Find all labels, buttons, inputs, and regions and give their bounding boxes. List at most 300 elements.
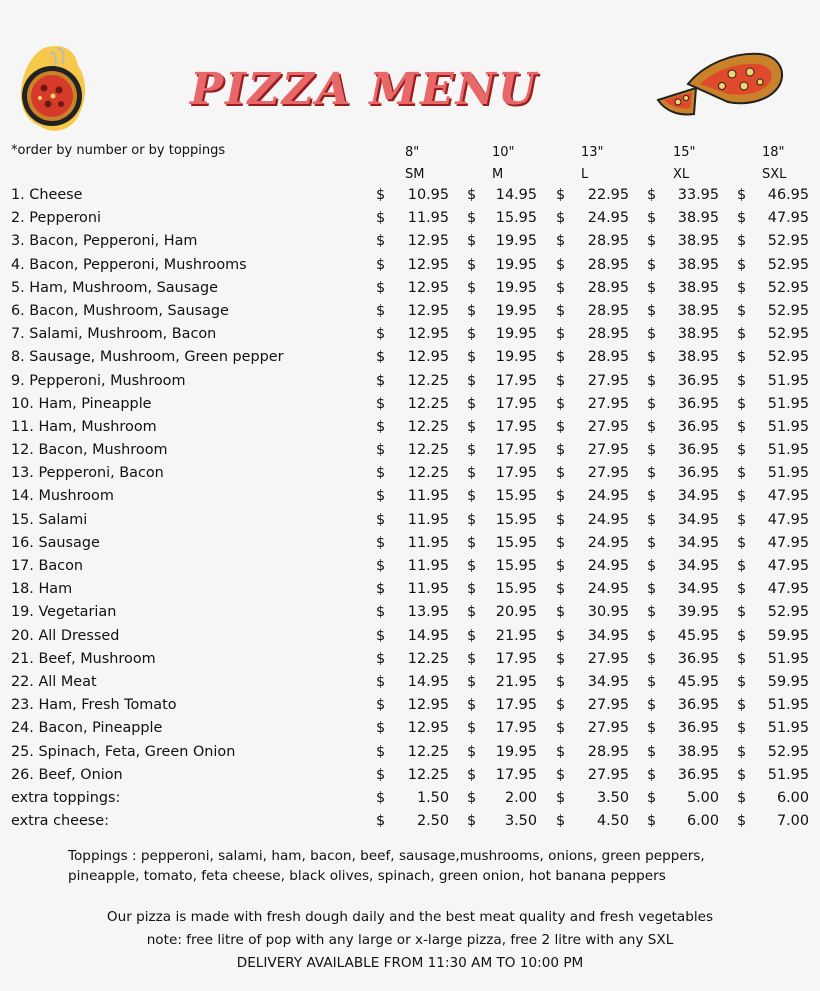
footer-delivery-note: DELIVERY AVAILABLE FROM 11:30 AM TO 10:00 PM — [236, 955, 584, 971]
table-row — [0, 393, 820, 416]
price-cell: 34.95 — [587, 627, 629, 644]
currency-symbol: $ — [647, 604, 657, 621]
currency-symbol: $ — [376, 627, 386, 644]
price-cell: 11.95 — [407, 534, 449, 551]
currency-symbol: $ — [647, 697, 657, 714]
table-row — [0, 184, 820, 207]
price-cell: 36.95 — [677, 766, 719, 783]
toppings-line: Toppings : pepperoni, salami, ham, bacon, beef, sausage,mushrooms, onions, green peppers, — [68, 848, 705, 864]
currency-symbol: $ — [467, 581, 477, 598]
table-row — [0, 764, 820, 787]
price-cell: 3.50 — [596, 789, 629, 806]
price-cell: 17.95 — [495, 720, 537, 737]
price-cell: 11.95 — [407, 581, 449, 598]
currency-symbol: $ — [647, 256, 657, 273]
currency-symbol: $ — [376, 581, 386, 598]
size-header-m — [492, 142, 515, 186]
currency-symbol: $ — [467, 233, 477, 250]
price-cell: 36.95 — [677, 442, 719, 459]
currency-symbol: $ — [467, 697, 477, 714]
price-cell: 51.95 — [767, 650, 809, 667]
price-cell: 17.95 — [495, 465, 537, 482]
price-cell: 38.95 — [677, 349, 719, 366]
currency-symbol: $ — [556, 395, 566, 412]
table-row — [0, 254, 820, 277]
item-name: 17. Bacon — [11, 558, 83, 574]
price-cell: 27.95 — [587, 720, 629, 737]
price-cell: 2.50 — [416, 813, 449, 830]
price-cell: 17.95 — [495, 395, 537, 412]
currency-symbol: $ — [647, 442, 657, 459]
currency-symbol: $ — [737, 558, 747, 574]
currency-symbol: $ — [737, 326, 747, 343]
price-cell: 38.95 — [677, 279, 719, 296]
price-cell: 20.95 — [495, 604, 537, 621]
currency-symbol: $ — [647, 789, 657, 806]
currency-symbol: $ — [737, 604, 747, 621]
price-cell: 27.95 — [587, 465, 629, 482]
price-cell: 51.95 — [767, 372, 809, 389]
currency-symbol: $ — [647, 743, 657, 760]
price-cell: 19.95 — [495, 743, 537, 760]
price-cell: 34.95 — [677, 488, 719, 505]
price-cell: 19.95 — [495, 279, 537, 296]
currency-symbol: $ — [647, 558, 657, 574]
price-cell: 38.95 — [677, 233, 719, 250]
price-cell: 47.95 — [767, 210, 809, 227]
price-cell: 34.95 — [677, 581, 719, 598]
currency-symbol: $ — [737, 697, 747, 714]
currency-symbol: $ — [467, 604, 477, 621]
size-inch: 8" — [405, 145, 420, 160]
price-cell: 24.95 — [587, 581, 629, 598]
currency-symbol: $ — [467, 650, 477, 667]
price-cell: 3.50 — [504, 813, 537, 830]
price-cell: 19.95 — [495, 302, 537, 319]
pizza-plate-icon — [14, 40, 94, 138]
price-cell: 33.95 — [677, 187, 719, 203]
price-cell: 47.95 — [767, 488, 809, 505]
currency-symbol: $ — [376, 789, 386, 806]
item-name: 2. Pepperoni — [11, 210, 101, 227]
currency-symbol: $ — [467, 534, 477, 551]
currency-symbol: $ — [556, 210, 566, 227]
item-name: 8. Sausage, Mushroom, Green pepper — [11, 349, 284, 366]
price-cell: 12.25 — [407, 395, 449, 412]
price-cell: 52.95 — [767, 604, 809, 621]
price-cell: 27.95 — [587, 697, 629, 714]
currency-symbol: $ — [647, 581, 657, 598]
currency-symbol: $ — [467, 465, 477, 482]
price-cell: 14.95 — [407, 627, 449, 644]
price-cell: 52.95 — [767, 302, 809, 319]
price-cell: 36.95 — [677, 465, 719, 482]
size-header-sm — [405, 142, 424, 186]
currency-symbol: $ — [737, 511, 747, 528]
price-cell: 45.95 — [677, 627, 719, 644]
currency-symbol: $ — [647, 326, 657, 343]
toppings-line: pineapple, tomato, feta cheese, black olives, spinach, green onion, hot banana peppers — [68, 868, 666, 884]
price-cell: 27.95 — [587, 766, 629, 783]
currency-symbol: $ — [376, 697, 386, 714]
currency-symbol: $ — [737, 279, 747, 296]
price-cell: 52.95 — [767, 256, 809, 273]
currency-symbol: $ — [556, 442, 566, 459]
item-name: 26. Beef, Onion — [11, 766, 123, 783]
currency-symbol: $ — [556, 187, 566, 203]
price-cell: 12.25 — [407, 372, 449, 389]
item-name: 25. Spinach, Feta, Green Onion — [11, 743, 236, 760]
item-name: 16. Sausage — [11, 534, 100, 551]
price-cell: 28.95 — [587, 233, 629, 250]
currency-symbol: $ — [737, 256, 747, 273]
table-row — [0, 277, 820, 300]
toppings-list — [68, 846, 705, 886]
price-cell: 17.95 — [495, 697, 537, 714]
price-cell: 51.95 — [767, 418, 809, 435]
price-cell: 24.95 — [587, 488, 629, 505]
currency-symbol: $ — [556, 534, 566, 551]
item-name: 24. Bacon, Pineapple — [11, 720, 163, 737]
table-row — [0, 671, 820, 694]
currency-symbol: $ — [467, 256, 477, 273]
currency-symbol: $ — [647, 627, 657, 644]
item-name: 6. Bacon, Mushroom, Sausage — [11, 302, 229, 319]
currency-symbol: $ — [647, 395, 657, 412]
price-cell: 27.95 — [587, 442, 629, 459]
currency-symbol: $ — [556, 743, 566, 760]
price-cell: 38.95 — [677, 326, 719, 343]
price-cell: 12.25 — [407, 766, 449, 783]
currency-symbol: $ — [467, 813, 477, 830]
currency-symbol: $ — [556, 326, 566, 343]
currency-symbol: $ — [467, 766, 477, 783]
table-row — [0, 625, 820, 648]
price-cell: 51.95 — [767, 395, 809, 412]
currency-symbol: $ — [647, 650, 657, 667]
price-cell: 12.25 — [407, 442, 449, 459]
currency-symbol: $ — [737, 720, 747, 737]
size-code: L — [581, 167, 589, 182]
currency-symbol: $ — [647, 349, 657, 366]
currency-symbol: $ — [376, 488, 386, 505]
price-cell: 17.95 — [495, 418, 537, 435]
currency-symbol: $ — [376, 418, 386, 435]
size-code: SXL — [762, 167, 787, 182]
item-name: extra cheese: — [11, 813, 110, 830]
price-cell: 6.00 — [686, 813, 719, 830]
item-name: 12. Bacon, Mushroom — [11, 442, 168, 459]
size-inch: 18" — [762, 145, 785, 160]
currency-symbol: $ — [556, 766, 566, 783]
price-cell: 19.95 — [495, 326, 537, 343]
table-row — [0, 694, 820, 717]
price-cell: 27.95 — [587, 395, 629, 412]
price-cell: 7.00 — [776, 813, 809, 830]
size-inch: 15" — [673, 145, 696, 160]
size-header-xl — [673, 142, 696, 186]
currency-symbol: $ — [376, 442, 386, 459]
currency-symbol: $ — [737, 372, 747, 389]
currency-symbol: $ — [556, 813, 566, 830]
table-row — [0, 370, 820, 393]
price-cell: 34.95 — [677, 511, 719, 528]
price-cell: 11.95 — [407, 488, 449, 505]
item-name: 18. Ham — [11, 581, 73, 598]
price-cell: 47.95 — [767, 534, 809, 551]
size-code: M — [492, 167, 504, 182]
price-cell: 11.95 — [407, 210, 449, 227]
currency-symbol: $ — [556, 233, 566, 250]
price-cell: 21.95 — [495, 673, 537, 690]
currency-symbol: $ — [376, 650, 386, 667]
currency-symbol: $ — [556, 256, 566, 273]
price-cell: 19.95 — [495, 256, 537, 273]
footer-pop-note: note: free litre of pop with any large or x-large pizza, free 2 litre with any SXL — [146, 932, 674, 948]
price-cell: 12.95 — [407, 326, 449, 343]
currency-symbol: $ — [737, 534, 747, 551]
currency-symbol: $ — [556, 673, 566, 690]
currency-symbol: $ — [467, 488, 477, 505]
table-row — [0, 300, 820, 323]
price-cell: 19.95 — [495, 233, 537, 250]
currency-symbol: $ — [737, 766, 747, 783]
price-cell: 28.95 — [587, 326, 629, 343]
price-cell: 38.95 — [677, 210, 719, 227]
item-name: 19. Vegetarian — [11, 604, 117, 621]
price-cell: 38.95 — [677, 302, 719, 319]
currency-symbol: $ — [376, 534, 386, 551]
item-name: 4. Bacon, Pepperoni, Mushrooms — [11, 256, 247, 273]
item-name: 15. Salami — [11, 511, 88, 528]
currency-symbol: $ — [737, 488, 747, 505]
price-cell: 15.95 — [495, 558, 537, 574]
order-note: *order by number or by toppings — [11, 143, 226, 158]
table-row — [0, 207, 820, 230]
price-cell: 2.00 — [504, 789, 537, 806]
price-cell: 28.95 — [587, 349, 629, 366]
table-row — [0, 439, 820, 462]
currency-symbol: $ — [467, 743, 477, 760]
price-cell: 36.95 — [677, 418, 719, 435]
price-cell: 45.95 — [677, 673, 719, 690]
currency-symbol: $ — [737, 395, 747, 412]
currency-symbol: $ — [376, 279, 386, 296]
price-cell: 19.95 — [495, 349, 537, 366]
currency-symbol: $ — [737, 789, 747, 806]
price-cell: 12.25 — [407, 418, 449, 435]
currency-symbol: $ — [556, 604, 566, 621]
table-row — [0, 648, 820, 671]
currency-symbol: $ — [556, 650, 566, 667]
table-row — [0, 601, 820, 624]
currency-symbol: $ — [376, 326, 386, 343]
price-cell: 21.95 — [495, 627, 537, 644]
currency-symbol: $ — [737, 465, 747, 482]
currency-symbol: $ — [556, 372, 566, 389]
item-name: 5. Ham, Mushroom, Sausage — [11, 279, 219, 296]
size-header-sxl — [762, 142, 786, 186]
price-cell: 51.95 — [767, 442, 809, 459]
currency-symbol: $ — [376, 465, 386, 482]
price-cell: 12.95 — [407, 302, 449, 319]
price-cell: 30.95 — [587, 604, 629, 621]
table-row — [0, 323, 820, 346]
table-row — [0, 717, 820, 740]
price-cell: 15.95 — [495, 511, 537, 528]
price-cell: 6.00 — [776, 789, 809, 806]
price-cell: 13.95 — [407, 604, 449, 621]
currency-symbol: $ — [647, 372, 657, 389]
table-row — [0, 509, 820, 532]
currency-symbol: $ — [467, 326, 477, 343]
currency-symbol: $ — [647, 534, 657, 551]
price-cell: 34.95 — [587, 673, 629, 690]
price-cell: 38.95 — [677, 256, 719, 273]
currency-symbol: $ — [467, 395, 477, 412]
table-row — [0, 485, 820, 508]
currency-symbol: $ — [467, 789, 477, 806]
currency-symbol: $ — [467, 372, 477, 389]
price-cell: 5.00 — [686, 789, 719, 806]
price-cell: 15.95 — [495, 534, 537, 551]
price-cell: 27.95 — [587, 372, 629, 389]
currency-symbol: $ — [376, 558, 386, 574]
size-inch: 13" — [581, 145, 604, 160]
table-row — [0, 416, 820, 439]
currency-symbol: $ — [647, 302, 657, 319]
table-row — [0, 555, 820, 578]
pizza-slices-icon — [652, 44, 790, 122]
currency-symbol: $ — [737, 673, 747, 690]
table-row — [0, 787, 820, 810]
table-row — [0, 230, 820, 253]
price-cell: 14.95 — [407, 673, 449, 690]
price-cell: 12.95 — [407, 349, 449, 366]
price-cell: 1.50 — [416, 789, 449, 806]
price-cell: 17.95 — [495, 766, 537, 783]
currency-symbol: $ — [467, 720, 477, 737]
currency-symbol: $ — [376, 372, 386, 389]
size-header-l — [581, 142, 604, 186]
currency-symbol: $ — [376, 395, 386, 412]
currency-symbol: $ — [376, 766, 386, 783]
price-cell: 11.95 — [407, 558, 449, 574]
currency-symbol: $ — [647, 813, 657, 830]
item-name: 23. Ham, Fresh Tomato — [11, 697, 177, 714]
price-cell: 36.95 — [677, 650, 719, 667]
table-row — [0, 810, 820, 833]
currency-symbol: $ — [467, 511, 477, 528]
price-cell: 15.95 — [495, 210, 537, 227]
price-cell: 51.95 — [767, 465, 809, 482]
currency-symbol: $ — [467, 442, 477, 459]
currency-symbol: $ — [556, 279, 566, 296]
price-cell: 12.95 — [407, 233, 449, 250]
price-cell: 28.95 — [587, 256, 629, 273]
currency-symbol: $ — [376, 604, 386, 621]
price-cell: 39.95 — [677, 604, 719, 621]
currency-symbol: $ — [737, 650, 747, 667]
price-cell: 12.95 — [407, 256, 449, 273]
price-cell: 24.95 — [587, 534, 629, 551]
price-cell: 47.95 — [767, 558, 809, 574]
price-cell: 36.95 — [677, 372, 719, 389]
size-inch: 10" — [492, 145, 515, 160]
price-cell: 27.95 — [587, 418, 629, 435]
price-cell: 11.95 — [407, 511, 449, 528]
item-name: extra toppings: — [11, 789, 121, 806]
currency-symbol: $ — [647, 488, 657, 505]
price-cell: 34.95 — [677, 558, 719, 574]
currency-symbol: $ — [556, 581, 566, 598]
price-cell: 52.95 — [767, 233, 809, 250]
currency-symbol: $ — [376, 210, 386, 227]
price-cell: 17.95 — [495, 650, 537, 667]
currency-symbol: $ — [376, 349, 386, 366]
price-cell: 12.25 — [407, 465, 449, 482]
price-cell: 24.95 — [587, 511, 629, 528]
page-title: PIZZA MENU — [190, 64, 539, 115]
price-cell: 12.25 — [407, 650, 449, 667]
item-name: 20. All Dressed — [11, 627, 120, 644]
table-row — [0, 532, 820, 555]
currency-symbol: $ — [737, 349, 747, 366]
price-cell: 17.95 — [495, 442, 537, 459]
currency-symbol: $ — [556, 488, 566, 505]
item-name: 1. Cheese — [11, 187, 83, 203]
size-code: XL — [673, 167, 690, 182]
price-cell: 59.95 — [767, 673, 809, 690]
price-cell: 51.95 — [767, 697, 809, 714]
footer-quality-note: Our pizza is made with fresh dough daily and the best meat quality and fresh vegetables — [106, 909, 714, 925]
currency-symbol: $ — [737, 210, 747, 227]
currency-symbol: $ — [737, 187, 747, 203]
currency-symbol: $ — [376, 302, 386, 319]
price-cell: 52.95 — [767, 743, 809, 760]
currency-symbol: $ — [467, 279, 477, 296]
currency-symbol: $ — [647, 279, 657, 296]
currency-symbol: $ — [376, 720, 386, 737]
price-cell: 28.95 — [587, 302, 629, 319]
price-cell: 52.95 — [767, 279, 809, 296]
price-cell: 51.95 — [767, 766, 809, 783]
currency-symbol: $ — [737, 418, 747, 435]
price-cell: 14.95 — [495, 187, 537, 203]
price-cell: 36.95 — [677, 697, 719, 714]
price-cell: 46.95 — [767, 187, 809, 203]
item-name: 13. Pepperoni, Bacon — [11, 465, 164, 482]
footer-notes — [0, 906, 820, 975]
currency-symbol: $ — [647, 233, 657, 250]
currency-symbol: $ — [467, 673, 477, 690]
price-cell: 12.95 — [407, 720, 449, 737]
price-cell: 34.95 — [677, 534, 719, 551]
price-cell: 15.95 — [495, 581, 537, 598]
currency-symbol: $ — [376, 743, 386, 760]
currency-symbol: $ — [376, 256, 386, 273]
price-cell: 22.95 — [587, 187, 629, 203]
currency-symbol: $ — [737, 581, 747, 598]
price-cell: 51.95 — [767, 720, 809, 737]
item-name: 9. Pepperoni, Mushroom — [11, 372, 186, 389]
currency-symbol: $ — [647, 418, 657, 435]
price-cell: 47.95 — [767, 581, 809, 598]
currency-symbol: $ — [556, 697, 566, 714]
currency-symbol: $ — [647, 766, 657, 783]
table-row — [0, 346, 820, 369]
currency-symbol: $ — [647, 511, 657, 528]
